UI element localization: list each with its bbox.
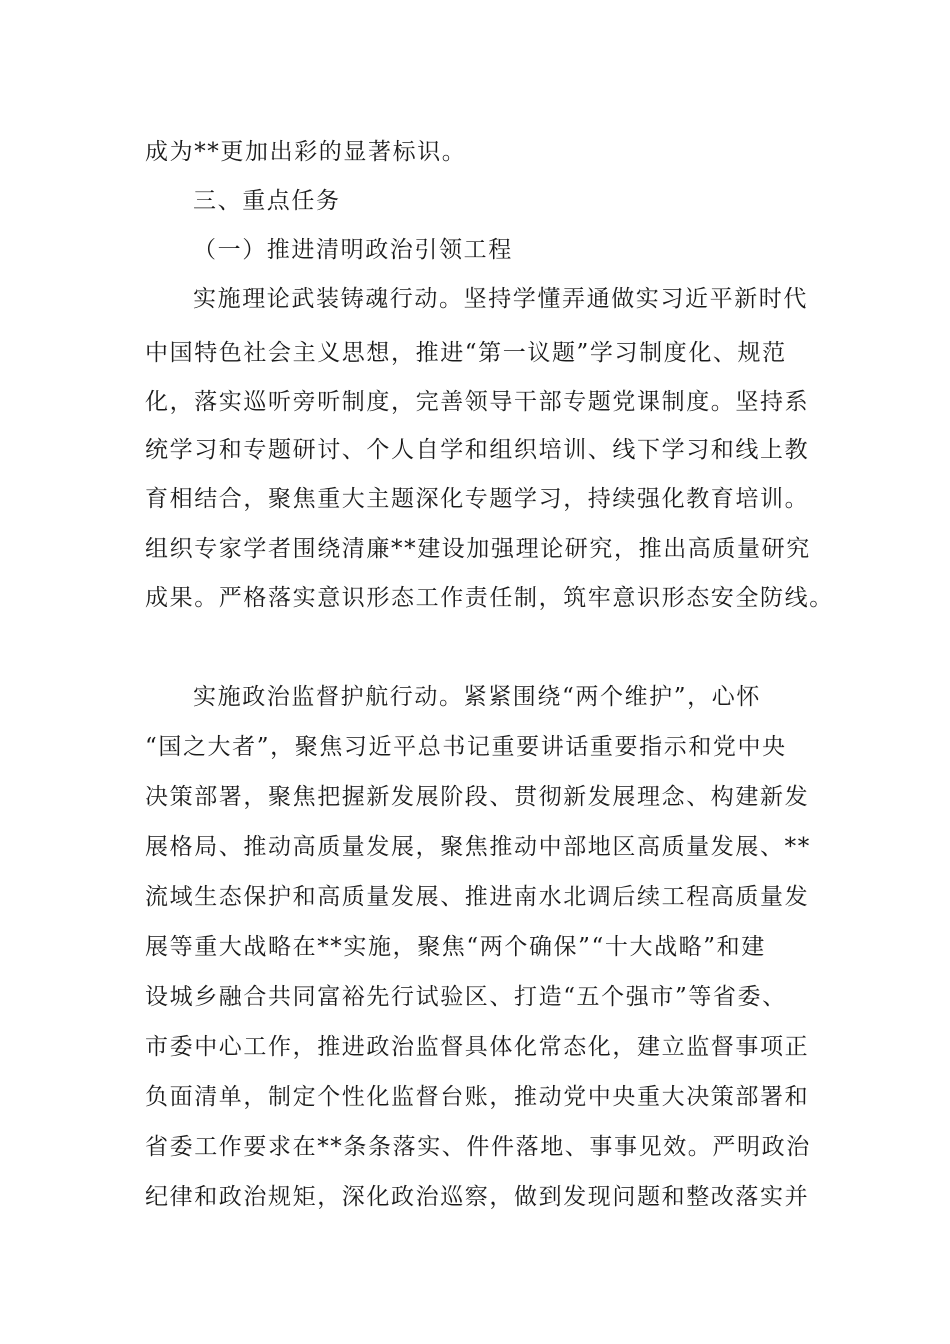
paragraph-line: 育相结合，聚焦重大主题深化专题学习，持续强化教育培训。	[145, 486, 810, 512]
paragraph-line: 统学习和专题研讨、个人自学和组织培训、线下学习和线上教	[145, 437, 810, 463]
paragraph-line: 成果。严格落实意识形态工作责任制，筑牢意识形态安全防线。	[145, 585, 834, 611]
paragraph-line: 市委中心工作，推进政治监督具体化常态化，建立监督事项正	[145, 1034, 810, 1060]
paragraph-line: 流域生态保护和高质量发展、推进南水北调后续工程高质量发	[145, 884, 810, 910]
paragraph-line: 实施理论武装铸魂行动。坚持学懂弄通做实习近平新时代	[193, 286, 808, 312]
paragraph-line: 展等重大战略在**实施，聚焦“两个确保”“十大战略”和建	[145, 934, 766, 960]
paragraph-line: 中国特色社会主义思想，推进“第一议题”学习制度化、规范	[145, 340, 787, 366]
text-line: 成为**更加出彩的显著标识。	[145, 139, 467, 165]
section-heading: 三、重点任务	[193, 188, 341, 214]
paragraph-line: 展格局、推动高质量发展，聚焦推动中部地区高质量发展、**	[145, 834, 811, 860]
paragraph-line: 决策部署，聚焦把握新发展阶段、贯彻新发展理念、构建新发	[145, 784, 810, 810]
paragraph-line: 化，落实巡听旁听制度，完善领导干部专题党课制度。坚持系	[145, 389, 810, 415]
paragraph-line: 设城乡融合共同富裕先行试验区、打造“五个强市”等省委、	[145, 984, 787, 1010]
subsection-heading: （一）推进清明政治引领工程	[193, 237, 513, 263]
paragraph-line: “国之大者”，聚焦习近平总书记重要讲话重要指示和党中央	[145, 734, 787, 760]
paragraph-line: 纪律和政治规矩，深化政治巡察，做到发现问题和整改落实并	[145, 1184, 810, 1210]
paragraph-line: 负面清单，制定个性化监督台账，推动党中央重大决策部署和	[145, 1084, 810, 1110]
paragraph-line: 实施政治监督护航行动。紧紧围绕“两个维护”，心怀	[193, 684, 761, 710]
paragraph-line: 省委工作要求在**条条落实、件件落地、事事见效。严明政治	[145, 1134, 811, 1160]
paragraph-line: 组织专家学者围绕清廉**建设加强理论研究，推出高质量研究	[145, 536, 811, 562]
